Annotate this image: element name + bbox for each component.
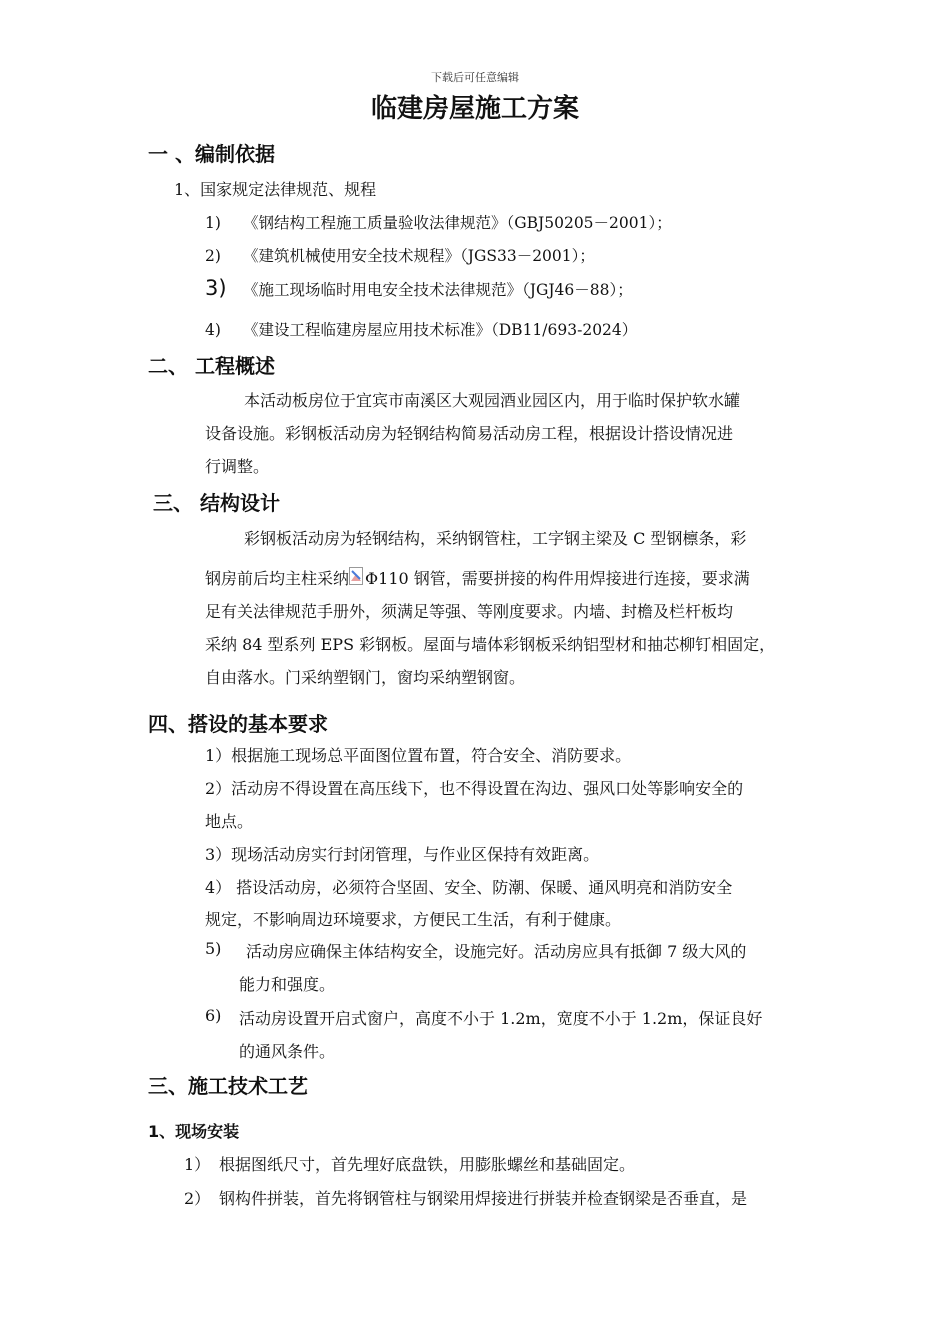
reference-text: 《钢结构工程施工质量验收法律规范》（GBJ50205－2001）； <box>243 214 672 232</box>
requirement-line: 活动房应确保主体结构安全，设施完好。活动房应具有抵御 7 级大风的 <box>246 942 747 961</box>
requirement-line: 3）现场活动房实行封闭管理，与作业区保持有效距离。 <box>205 845 600 864</box>
section-heading-requirements: 四、搭设的基本要求 <box>148 712 328 736</box>
requirement-line: 的通风条件。 <box>239 1042 336 1061</box>
requirement-number: 6) <box>205 1006 222 1025</box>
paragraph-text: Φ110 钢管，需要拼接的构件用焊接进行连接，要求满 <box>365 569 750 588</box>
reference-item <box>205 276 633 300</box>
paragraph-line: 采纳 84 型系列 EPS 彩钢板。屋面与墙体彩钢板采纳铝型材和抽芯柳钉相固定， <box>205 635 776 654</box>
paragraph-line: 设备设施。彩钢板活动房为轻钢结构简易活动房工程，根据设计搭设情况进 <box>205 424 734 443</box>
paragraph-line: 本活动板房位于宜宾市南溪区大观园酒业园区内，用于临时保护软水罐 <box>244 391 741 410</box>
requirement-line: 2）活动房不得设置在高压线下，也不得设置在沟边、强风口处等影响安全的 <box>205 779 744 798</box>
reference-number: 2) <box>205 247 221 265</box>
document-title: 临建房屋施工方案 <box>370 94 579 124</box>
reference-item <box>205 244 595 266</box>
reference-item <box>205 318 637 340</box>
install-step-text: 根据图纸尺寸，首先埋好底盘铁，用膨胀螺丝和基础固定。 <box>219 1155 636 1174</box>
reference-number: 4) <box>205 321 221 339</box>
install-step <box>184 1186 747 1209</box>
section-heading-techniques: 三、施工技术工艺 <box>148 1074 308 1098</box>
requirement-line: 能力和强度。 <box>239 975 336 994</box>
reference-text: 《建设工程临建房屋应用技术标准》（DB11/693-2024） <box>243 321 638 339</box>
reference-text: 《施工现场临时用电安全技术法律规范》（JGJ46－88）； <box>243 281 633 299</box>
paragraph-line <box>205 566 750 589</box>
header-note: 下载后可任意编辑 <box>431 71 519 84</box>
reference-item <box>205 211 672 233</box>
paragraph-line: 行调整。 <box>205 457 270 476</box>
requirement-line: 地点。 <box>205 812 254 831</box>
install-step-text: 钢构件拼装，首先将钢管柱与钢梁用焊接进行拼装并检查钢梁是否垂直，是 <box>219 1189 748 1208</box>
install-step-number: 2） <box>184 1189 211 1208</box>
reference-number: 3) <box>205 276 227 300</box>
subsection-national-regulations: 1、国家规定法律规范、规程 <box>174 180 377 199</box>
requirement-line: 活动房设置开启式窗户，高度不小于 1.2m，宽度不小于 1.2m，保证良好 <box>239 1009 763 1028</box>
reference-text: 《建筑机械使用安全技术规程》（JGS33－2001）； <box>243 247 595 265</box>
install-step <box>184 1152 635 1175</box>
requirement-number: 5) <box>205 939 222 958</box>
broken-image-icon <box>349 567 363 585</box>
paragraph-text: 钢房前后均主柱采纳 <box>205 569 350 588</box>
paragraph-line: 足有关法律规范手册外，须满足等强、等刚度要求。内墙、封檐及栏杆板均 <box>205 602 734 621</box>
install-step-number: 1） <box>184 1155 211 1174</box>
subsection-site-installation: 1、现场安装 <box>148 1122 240 1141</box>
section-heading-overview: 二、 工程概述 <box>148 354 275 378</box>
paragraph-line: 自由落水。门采纳塑钢门，窗均采纳塑钢窗。 <box>205 668 526 687</box>
paragraph-line: 彩钢板活动房为轻钢结构，采纳钢管柱，工字钢主梁及 C 型钢檩条，彩 <box>244 529 747 548</box>
requirement-line: 4） 搭设活动房，必须符合坚固、安全、防潮、保暖、通风明亮和消防安全 <box>205 878 733 897</box>
section-heading-structure: 三、 结构设计 <box>153 491 280 515</box>
reference-number: 1) <box>205 214 221 232</box>
requirement-line: 规定，不影响周边环境要求，方便民工生活，有利于健康。 <box>205 910 622 929</box>
requirement-line: 1）根据施工现场总平面图位置布置，符合安全、消防要求。 <box>205 746 632 765</box>
section-heading-basis: 一 、编制依据 <box>148 142 275 166</box>
